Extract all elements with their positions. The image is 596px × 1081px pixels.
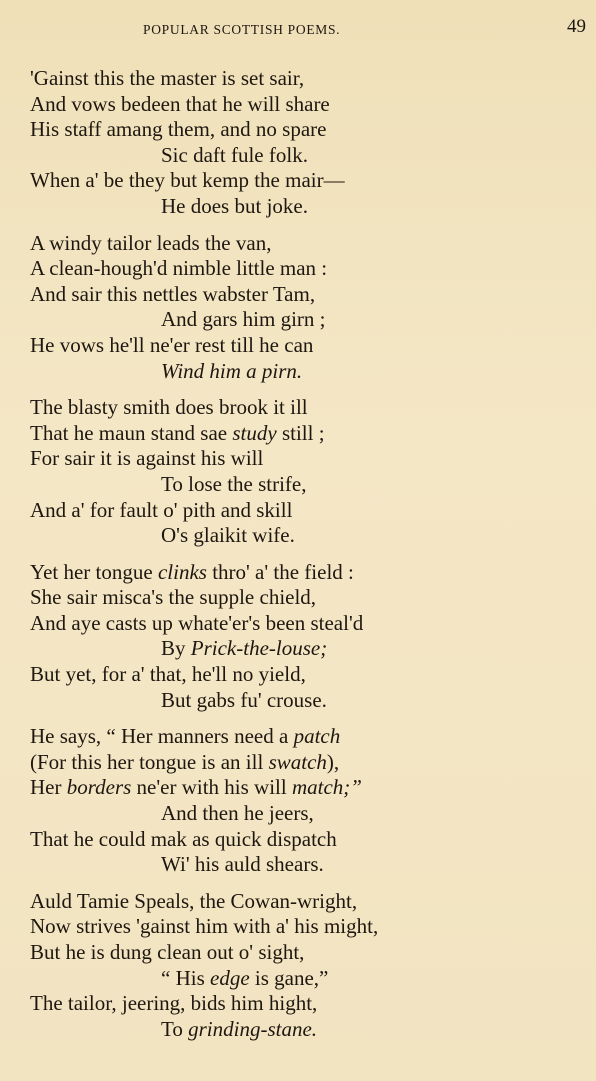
poem-line [30, 560, 586, 586]
running-title: POPULAR SCOTTISH POEMS. [143, 22, 341, 37]
poem-line: For sair it is against his will [30, 446, 264, 471]
poem-line [30, 724, 586, 750]
line-text: (For this her tongue is an ill [30, 749, 264, 774]
poem-line: But yet, for a' that, he'll no yield, [30, 662, 306, 687]
poem-line: That he could mak as quick dispatch [30, 826, 337, 851]
line-text: still ; [281, 420, 325, 445]
italic-word: clinks [157, 559, 207, 584]
line-text: To [161, 1016, 183, 1041]
poem-line: And sair this nettles wabster Tam, [30, 281, 316, 306]
stanza-2 [30, 231, 586, 385]
poem-line: And then he jeers, [161, 801, 314, 826]
italic-word: borders [66, 775, 132, 800]
poem-line: 'Gainst this the master is set sair, [30, 66, 305, 90]
poem-line: Auld Tamie Speals, the Cowan-wright, [30, 888, 358, 913]
line-text: Yet her tongue [30, 559, 153, 584]
stanza-5 [30, 724, 586, 878]
line-text: ne'er with his will [136, 775, 287, 800]
stanza-1 [30, 66, 586, 220]
line-text: That he maun stand sae [30, 420, 228, 445]
poem-line: But he is dung clean out o' sight, [30, 940, 305, 964]
line-text: Her [30, 775, 62, 800]
poem-line [30, 1017, 586, 1043]
poem-line: Sic daft fule folk. [161, 142, 308, 167]
line-text: He says, “ Her manners need a [30, 724, 289, 749]
italic-phrase: Prick-the-louse; [190, 636, 328, 661]
poem-line [30, 359, 586, 385]
line-text: “ His [161, 965, 205, 990]
line-text: By [161, 636, 186, 661]
line-text: thro' a' the field : [212, 559, 354, 584]
poem-line: She sair misca's the supple chield, [30, 585, 317, 610]
poem-line: He vows he'll ne'er rest till he can [30, 332, 314, 357]
poem-line [30, 775, 586, 801]
stanza-6 [30, 889, 586, 1043]
poem-line: A clean-hough'd nimble little man : [30, 256, 328, 281]
poem-line: And vows bedeen that he will share [30, 91, 330, 116]
italic-word: patch [293, 724, 341, 749]
poem-line: A windy tailor leads the van, [30, 230, 272, 255]
italic-phrase: grinding-stane. [188, 1016, 318, 1041]
poem-line [30, 636, 586, 662]
stanza-3 [30, 395, 586, 549]
line-text: ), [326, 749, 340, 774]
page-header [0, 16, 596, 44]
poem-line [30, 750, 586, 776]
poem-line: Wi' his auld shears. [161, 852, 324, 877]
poem-line: And gars him girn ; [161, 307, 326, 332]
italic-word: study [232, 420, 277, 445]
italic-word: edge [210, 965, 250, 990]
stanza-4 [30, 560, 586, 714]
italic-word: match;” [291, 775, 362, 800]
poem-line: When a' be they but kemp the mair— [30, 168, 345, 193]
page-number: 49 [567, 16, 586, 37]
poem-line: And a' for fault o' pith and skill [30, 497, 293, 522]
poem-line: Now strives 'gainst him with a' his might, [30, 914, 379, 939]
poem-line: The blasty smith does brook it ill [30, 395, 308, 420]
italic-phrase: Wind him a pirn. [161, 358, 303, 383]
poem-line: O's glaikit wife. [161, 523, 295, 548]
poem-line: But gabs fu' crouse. [161, 687, 327, 712]
poem-body [30, 66, 586, 1053]
poem-line: His staff amang them, and no spare [30, 117, 327, 142]
poem-line: He does but joke. [161, 193, 308, 218]
poem-line: To lose the strife, [161, 471, 307, 496]
italic-word: swatch [268, 749, 327, 774]
poem-line [30, 966, 586, 992]
poem-line: And aye casts up whate'er's been steal'd [30, 610, 364, 635]
poem-line [30, 421, 586, 447]
poem-line: The tailor, jeering, bids him hight, [30, 991, 318, 1016]
line-text: is gane,” [254, 965, 329, 990]
